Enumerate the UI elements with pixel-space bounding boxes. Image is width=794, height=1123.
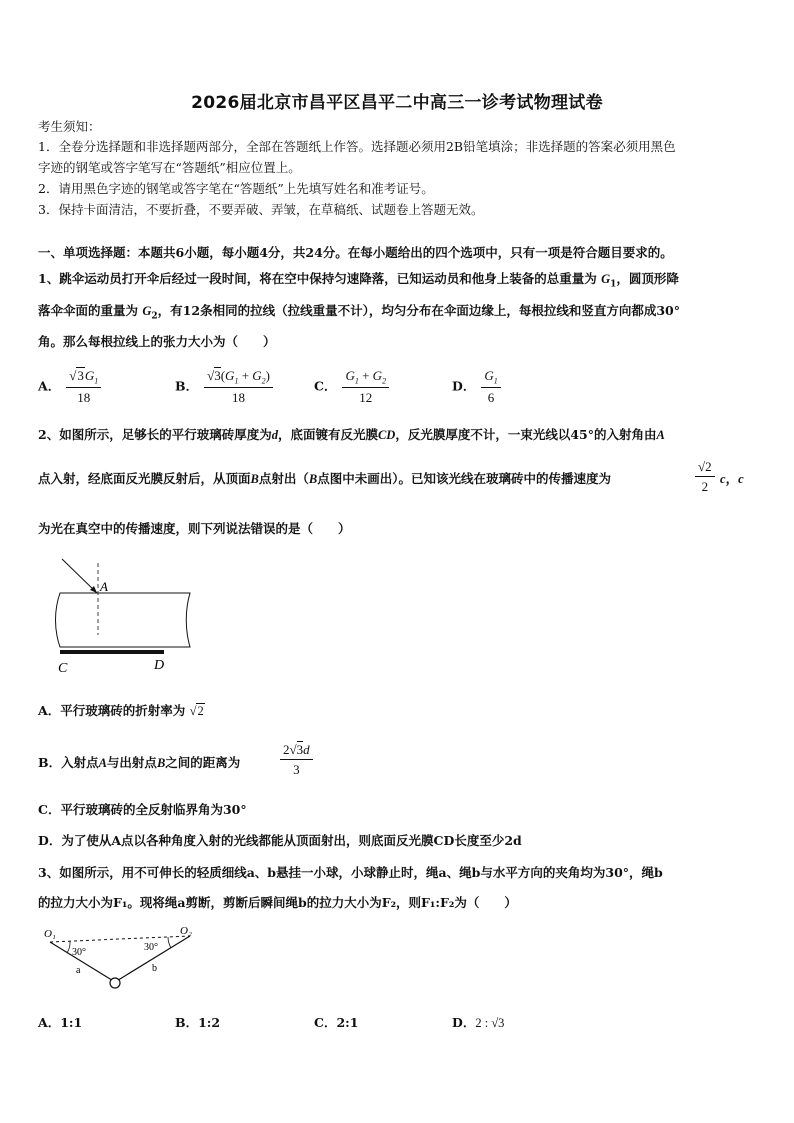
- q2-label-a: A: [100, 579, 108, 594]
- q3-label-b: b: [152, 963, 157, 974]
- q2-option-c[interactable]: C．平行玻璃砖的全反射临界角为30°: [38, 802, 247, 817]
- q3-option-b[interactable]: B．1:2: [175, 1015, 221, 1030]
- q3-angle-arc-1: [67, 941, 70, 953]
- q2-option-a[interactable]: A．平行玻璃砖的折射率为 √2: [38, 703, 204, 718]
- q3-option-a[interactable]: A．1:1: [38, 1015, 83, 1030]
- q2-option-b[interactable]: B．入射点A与出射点B之间的距离为: [38, 755, 241, 770]
- q1-option-b[interactable]: B． $\frac{√3(G_1 + G_2)}{18}$: [175, 368, 275, 406]
- notice-item-3: 3．保持卡面清洁，不要折叠，不要弄破、弄皱，在草稿纸、试题卷上答题无效。: [38, 202, 484, 217]
- q1-option-a[interactable]: A． $\frac{√3G_1}{18}$: [38, 368, 103, 406]
- q3-line2: 的拉力大小为F₁。现将绳a剪断，剪断后瞬间绳b的拉力大小为F₂，则F₁:F₂为（ ）: [38, 895, 517, 910]
- q3-line1: 3、如图所示，用不可伸长的轻质细线a、b悬挂一小球，小球静止时，绳a、绳b与水平方向的夹角均为30°，绳b: [38, 865, 663, 880]
- q3-horizontal-line: [50, 936, 190, 942]
- q3-label-o1: O₁: [44, 928, 56, 940]
- q3-angle-arc-2: [168, 937, 171, 948]
- q2-line2: 点入射，经底面反光膜反射后，从顶面B点射出（B点图中未画出）。已知该光线在玻璃砖中的传播速度为: [38, 471, 611, 486]
- q3-label-a: a: [76, 965, 81, 976]
- q1-option-c[interactable]: C． $\frac{G_1 + G_2}{12}$: [314, 368, 391, 406]
- notice-item-1-cont: 字迹的钢笔或答字笔写在“答题纸”相应位置上。: [38, 160, 301, 175]
- q2-label-d: D: [154, 658, 165, 673]
- q3-label-o2: O₂: [180, 925, 192, 937]
- q2-glass-brick-figure: [40, 555, 210, 680]
- q2-brick-outline: [56, 593, 191, 647]
- q2-line3: 为光在真空中的传播速度，则下列说法错误的是（ ）: [38, 521, 351, 536]
- q3-angle-2: 30°: [144, 942, 158, 953]
- q2-line1: 2、如图所示，足够长的平行玻璃砖厚度为d，底面镀有反光膜CD，反光膜厚度不计，一束光线以45°的入射角由A: [38, 427, 665, 442]
- q3-option-c[interactable]: C．2:1: [314, 1015, 359, 1030]
- q3-angle-1: 30°: [72, 947, 86, 958]
- q1-line3: 角。那么每根拉线上的张力大小为（ ）: [38, 334, 276, 349]
- section-heading: 一、单项选择题：本题共6小题，每小题4分，共24分。在每小题给出的四个选项中，只有一项是符合题目要求的。: [38, 245, 673, 260]
- q3-ball: [110, 978, 120, 988]
- q3-option-d[interactable]: D．2 : √3: [452, 1015, 505, 1030]
- q2-incident-ray: [62, 559, 97, 593]
- notice-item-2: 2．请用黑色字迹的钢笔或答字笔在“答题纸”上先填写姓名和准考证号。: [38, 181, 434, 196]
- q2-speed-fraction: $\frac{√2}{2}$: [693, 459, 717, 495]
- notice-heading: 考生须知：: [38, 119, 101, 134]
- notice-item-1: 1．全卷分选择题和非选择题两部分，全部在答题纸上作答。选择题必须用2B铅笔填涂；非选择题的答案必须用黑色: [38, 139, 676, 154]
- q1-option-d[interactable]: D． $\frac{G_1}{6}$: [452, 368, 503, 406]
- q2-label-c: C: [58, 661, 68, 676]
- q2-option-b-fraction: $\frac{2√3d}{3}$: [278, 742, 315, 778]
- q1-line2: 落伞伞面的重量为 $G_2$，有12条相同的拉线（拉线重量不计），均匀分布在伞面边缘上，每根拉线和竖直方向都成30°: [38, 303, 680, 322]
- q2-option-d[interactable]: D．为了使从A点以各种角度入射的光线都能从顶面射出，则底面反光膜CD长度至少2d: [38, 833, 522, 848]
- page-title: 2026届北京市昌平区昌平二中高三一诊考试物理试卷: [191, 93, 603, 113]
- q1-line1: 1、跳伞运动员打开伞后经过一段时间，将在空中保持匀速降落，已知运动员和他身上装备的总重量为 $G_1$，圆顶形降: [38, 271, 679, 290]
- q3-pendulum-figure: [40, 924, 210, 994]
- q2-speed-tail: c，c: [720, 471, 744, 486]
